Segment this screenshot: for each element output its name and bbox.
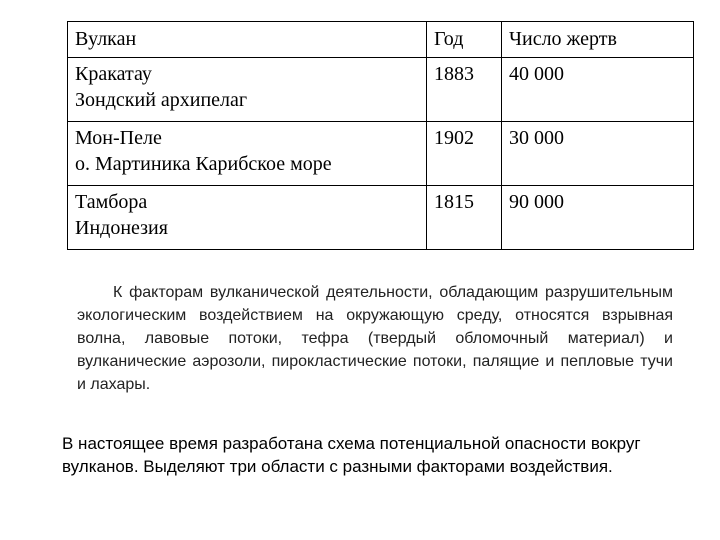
- volcano-cell: [68, 58, 427, 122]
- header-victims: Число жертв: [502, 22, 694, 58]
- year-cell: 1902: [427, 122, 502, 186]
- scheme-paragraph: В настоящее время разработана схема потенциальной опасности вокруг вулканов. Выделяют три области с разными факторами воздействия.: [62, 434, 641, 476]
- volcano-location: Зондский архипелаг: [75, 89, 248, 111]
- victims-cell: 90 000: [502, 186, 694, 250]
- volcano-name: Тамбора: [75, 191, 148, 213]
- table-row: [68, 186, 694, 250]
- year-cell: 1815: [427, 186, 502, 250]
- victims-cell: 40 000: [502, 58, 694, 122]
- volcano-name: Мон-Пеле: [75, 127, 162, 149]
- volcano-name: Кракатау: [75, 63, 152, 85]
- header-volcano: Вулкан: [68, 22, 427, 58]
- factors-paragraph: К факторам вулканической деятельности, обладающим разрушительным экологическим воздействием на окружающую среду, относятся взрывная волна, лавовые потоки, тефра (твердый обломочный материал) и вулканические аэрозоли, пирокластические потоки, палящие и пепловые тучи и лахары.: [77, 284, 673, 393]
- volcano-location: Индонезия: [75, 217, 168, 239]
- year-cell: 1883: [427, 58, 502, 122]
- table-row: [68, 58, 694, 122]
- volcano-table: [67, 21, 694, 250]
- volcano-cell: [68, 122, 427, 186]
- header-year: Год: [427, 22, 502, 58]
- victims-cell: 30 000: [502, 122, 694, 186]
- volcano-location: о. Мартиника Карибское море: [75, 153, 332, 175]
- table-row: [68, 122, 694, 186]
- table-header-row: [68, 22, 694, 58]
- volcano-cell: [68, 186, 427, 250]
